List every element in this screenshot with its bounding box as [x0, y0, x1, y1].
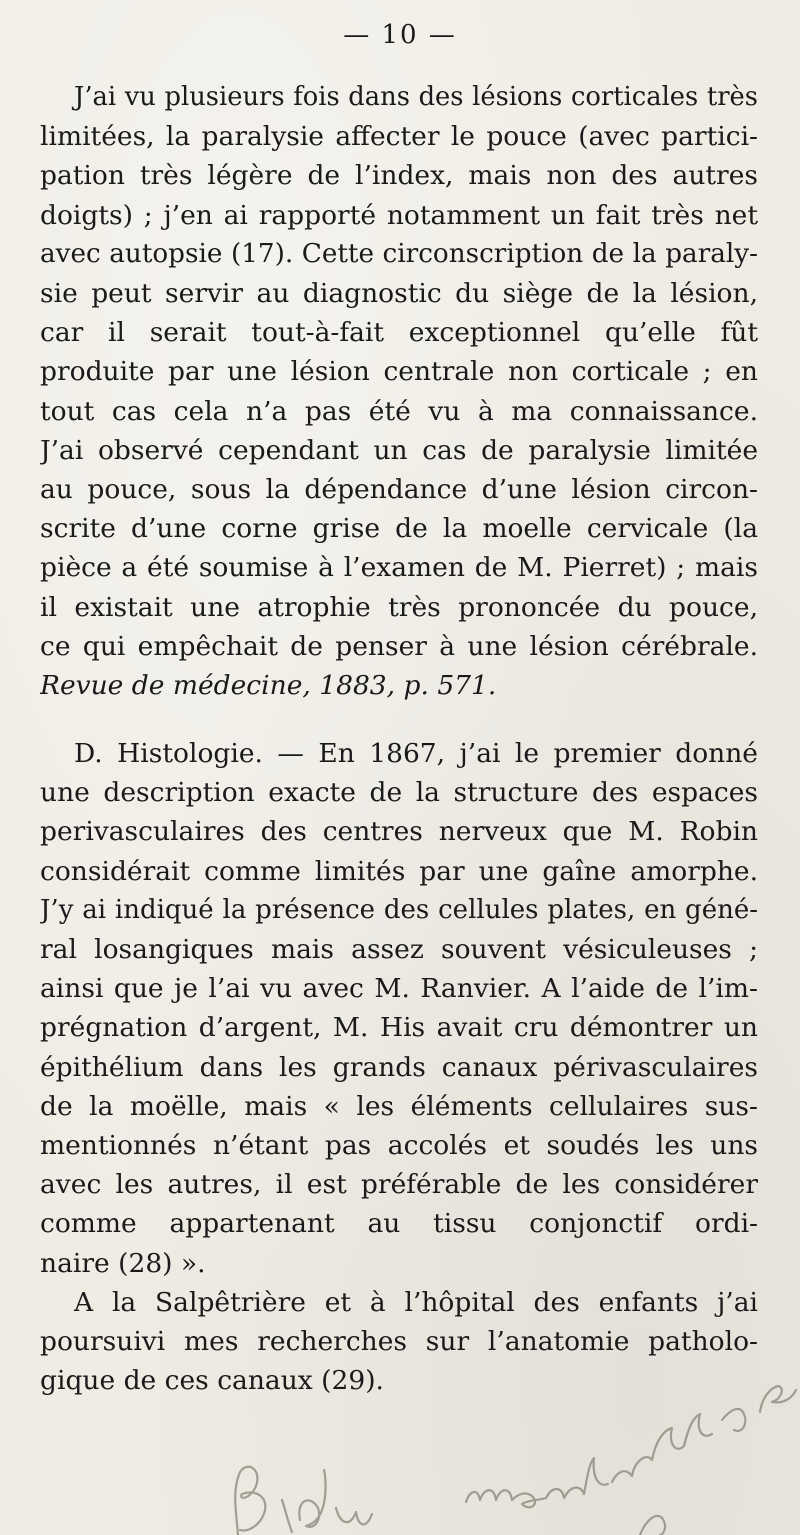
text-line: au pouce, sous la dépendance d’une lésion circon- [40, 474, 758, 506]
page-number: — 10 — [343, 20, 457, 50]
text-line: car il serait tout-à-fait exceptionnel qu’elle fût [40, 317, 758, 349]
text-line: poursuivi mes recherches sur l’anatomie patholo- [40, 1326, 758, 1358]
paragraph-paralysis [40, 78, 758, 705]
text-line: doigts) ; j’en ai rapporté notamment un fait très net [40, 199, 758, 231]
text-line: de la moëlle, mais « les éléments cellulaires sus- [40, 1090, 758, 1122]
text-line: mentionnés n’étant pas accolés et soudés les uns [40, 1130, 758, 1162]
text-line: une description exacte de la structure des espaces [40, 777, 758, 809]
citation-line: Revue de médecine, 1883, p. 571. [40, 670, 497, 702]
text-line: A la Salpêtrière et à l’hôpital des enfants j’ai [74, 1287, 758, 1318]
text-line: avec autopsie (17). Cette circonscription de la paraly- [40, 238, 758, 269]
text-line: ce qui empêchait de penser à une lésion cérébrale. [40, 630, 758, 662]
text-line: comme appartenant au tissu conjonctif ordi- [40, 1208, 758, 1240]
text-line: ral losangiques mais assez souvent vésiculeuses ; [40, 934, 758, 966]
text-line: limitées, la paralysie affecter le pouce (avec partici- [40, 121, 758, 153]
text-line: J’y ai indiqué la présence des cellules plates, en géné- [40, 894, 758, 925]
text-line: pièce a été soumise à l’examen de M. Pierret) ; mais [40, 552, 758, 584]
text-line: sie peut servir au diagnostic du siège de la lésion, [40, 278, 758, 310]
text-line: prégnation d’argent, M. His avait cru démontrer un [40, 1012, 758, 1044]
text-line: produite par une lésion centrale non corticale ; en [40, 356, 758, 388]
paragraph-histologie [40, 734, 758, 1283]
text-line: tout cas cela n’a pas été vu à ma connaissance. [40, 395, 758, 427]
text-line: J’ai vu plusieurs fois dans des lésions corticales très [74, 82, 758, 112]
text-line: pation très légère de l’index, mais non des autres [40, 160, 758, 192]
text-line: scrite d’une corne grise de la moelle cervicale (la [40, 513, 758, 545]
text-line: perivasculaires des centres nerveux que M. Robin [40, 816, 758, 848]
paragraph-salpetriere [40, 1283, 758, 1401]
section-heading-line: D. Histologie. — En 1867, j’ai le premier donné [74, 738, 758, 769]
text-line: naire (28) ». [40, 1247, 206, 1279]
text-line: J’ai observé cependant un cas de paralysie limitée [40, 434, 758, 466]
text-line: gique de ces canaux (29). [40, 1365, 384, 1397]
text-line: considérait comme limités par une gaîne amorphe. [40, 855, 758, 887]
text-line: ainsi que je l’ai vu avec M. Ranvier. A l’aide de l’im- [40, 973, 758, 1005]
text-line: épithélium dans les grands canaux périvasculaires [40, 1051, 758, 1083]
text-line: avec les autres, il est préférable de les considérer [40, 1169, 758, 1201]
text-line: il existait une atrophie très prononcée du pouce, [40, 591, 758, 623]
